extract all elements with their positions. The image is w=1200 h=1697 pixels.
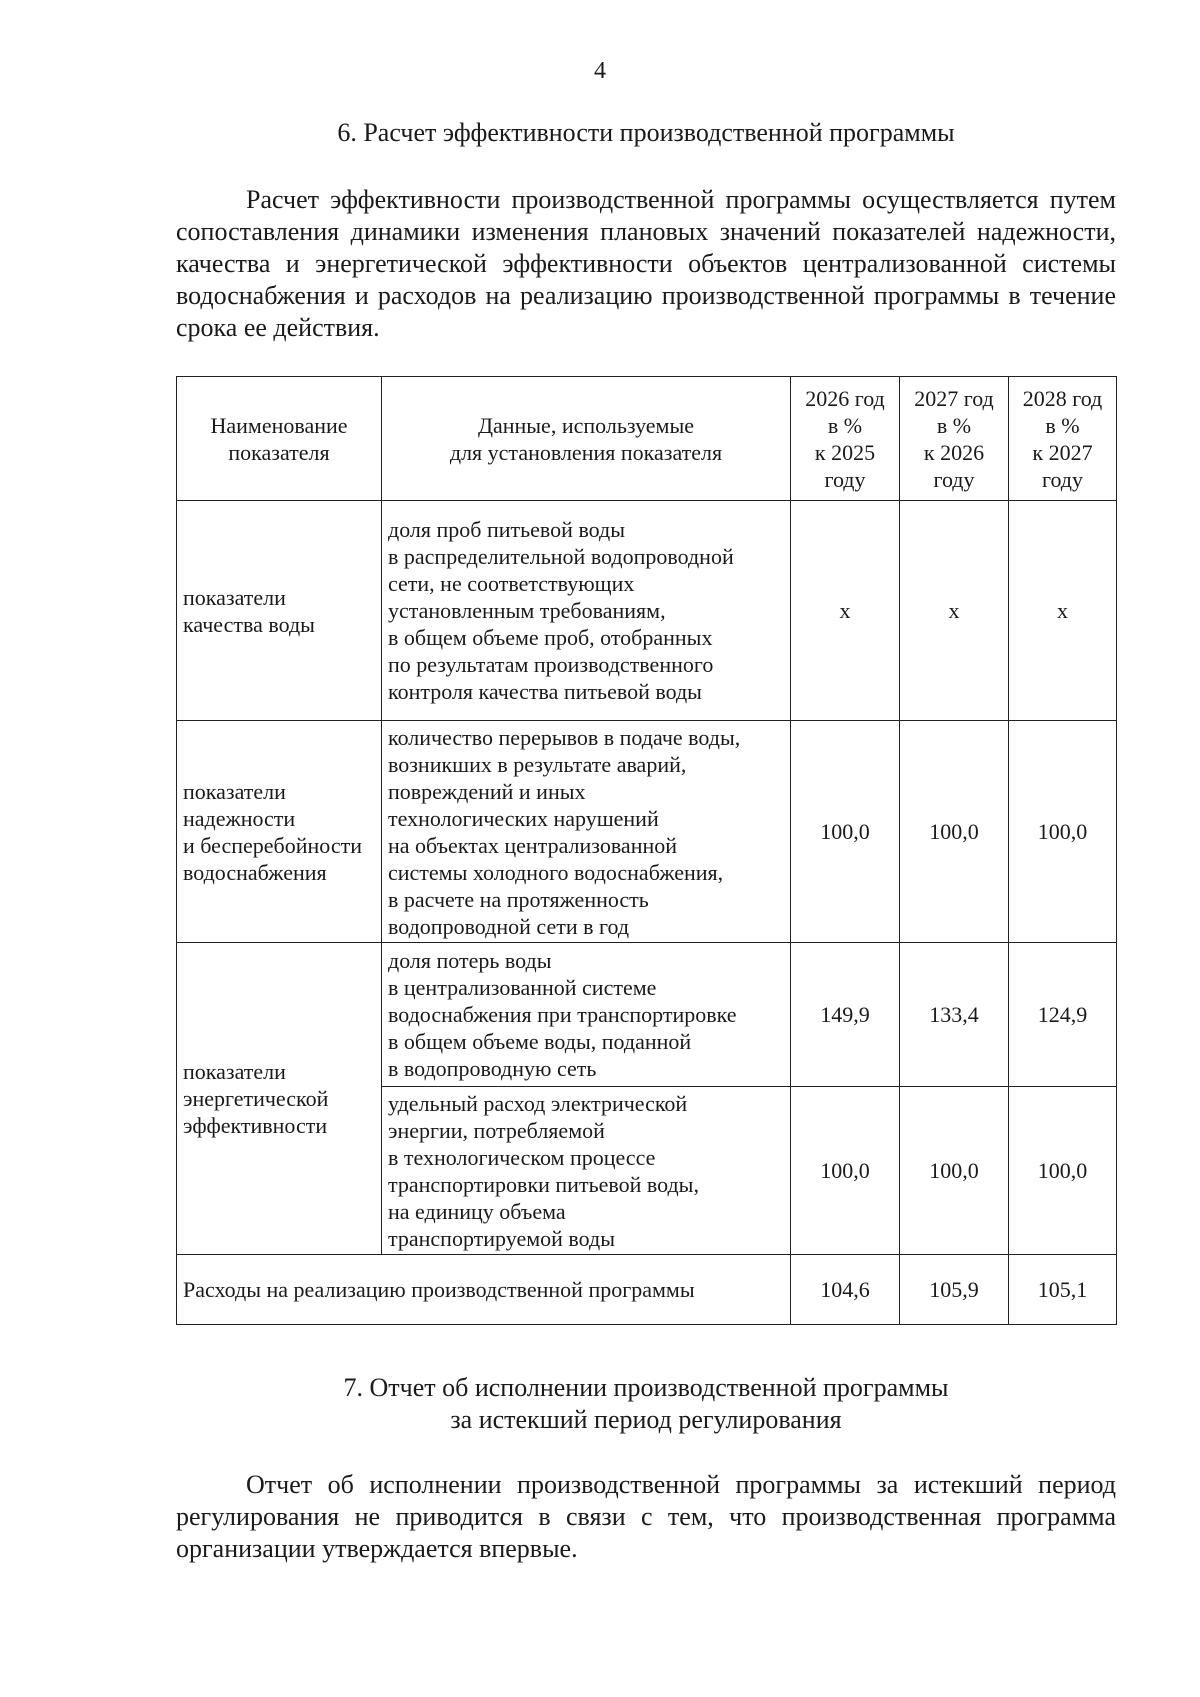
section-7-title-line-1: 7. Отчет об исполнении производственной программы <box>343 1373 949 1402</box>
value-2026: х <box>791 501 900 721</box>
total-label: Расходы на реализацию производственной программы <box>177 1255 791 1325</box>
header-indicator-name: Наименование показателя <box>177 377 382 501</box>
indicator-name: показатели энергетической эффективности <box>177 943 382 1255</box>
header-2026: 2026 год в % к 2025 году <box>791 377 900 501</box>
total-2026: 104,6 <box>791 1255 900 1325</box>
value-2027: 100,0 <box>900 1087 1009 1255</box>
efficiency-table <box>176 376 1117 1325</box>
table-row <box>177 943 1117 1087</box>
indicator-data: удельный расход электрической энергии, потребляемой в технологическом процессе транспортировки питьевой воды, на единицу объема транспортируемой воды <box>382 1087 791 1255</box>
table-row <box>177 721 1117 943</box>
indicator-name: показатели качества воды <box>177 501 382 721</box>
value-2027: х <box>900 501 1009 721</box>
value-2028: 100,0 <box>1009 1087 1117 1255</box>
section-6-paragraph: Расчет эффективности производственной программы осуществляется путем сопоставления динамики изменения плановых значений показателей надежности, качества и энергетической эффективности объектов централизованной системы водоснабжения и расходов на реализацию производственной программы в течение срока ее действия. <box>176 185 1116 342</box>
indicator-data: доля проб питьевой воды в распределительной водопроводной сети, не соответствующих установленным требованиям, в общем объеме проб, отобранных по результатам производственного контроля качества питьевой воды <box>382 501 791 721</box>
value-2028: 124,9 <box>1009 943 1117 1087</box>
total-2028: 105,1 <box>1009 1255 1117 1325</box>
value-2026: 100,0 <box>791 1087 900 1255</box>
section-7-paragraph: Отчет об исполнении производственной программы за истекший период регулирования не приводится в связи с тем, что производственная программа организации утверждается впервые. <box>176 1470 1116 1563</box>
indicator-name: показатели надежности и бесперебойности водоснабжения <box>177 721 382 943</box>
indicator-data: доля потерь воды в централизованной системе водоснабжения при транспортировке в общем объеме воды, поданной в водопроводную сеть <box>382 943 791 1087</box>
value-2028: 100,0 <box>1009 721 1117 943</box>
indicator-data: количество перерывов в подаче воды, возникших в результате аварий, повреждений и иных технологических нарушений на объектах централизованной системы холодного водоснабжения, в расчете на протяженность водопроводной сети в год <box>382 721 791 943</box>
header-data-used: Данные, используемые для установления показателя <box>382 377 791 501</box>
page-number: 4 <box>594 58 606 84</box>
table-row <box>177 501 1117 721</box>
total-2027: 105,9 <box>900 1255 1009 1325</box>
table-header-row <box>177 377 1117 501</box>
value-2026: 100,0 <box>791 721 900 943</box>
value-2027: 133,4 <box>900 943 1009 1087</box>
section-6-title: 6. Расчет эффективности производственной программы <box>337 118 955 147</box>
header-2027: 2027 год в % к 2026 году <box>900 377 1009 501</box>
header-2028: 2028 год в % к 2027 году <box>1009 377 1117 501</box>
table-total-row <box>177 1255 1117 1325</box>
value-2027: 100,0 <box>900 721 1009 943</box>
value-2026: 149,9 <box>791 943 900 1087</box>
section-7-title-line-2: за истекший период регулирования <box>450 1405 842 1434</box>
value-2028: х <box>1009 501 1117 721</box>
